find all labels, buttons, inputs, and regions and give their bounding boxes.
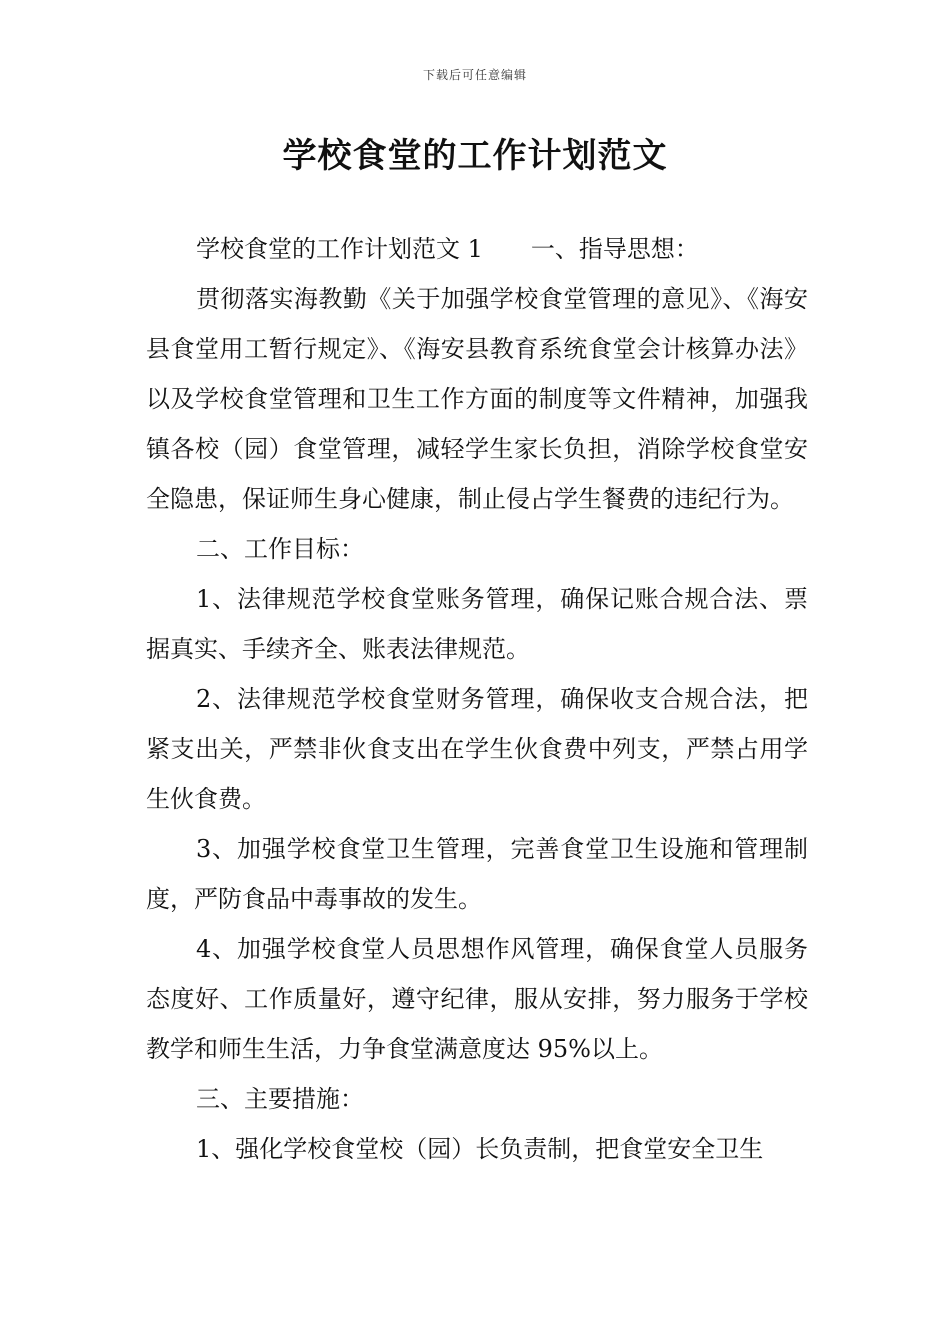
paragraph-guiding-ideology: 贯彻落实海教勤《关于加强学校食堂管理的意见》、《海安县食堂用工暂行规定》、《海安县教育系统食堂会计核算办法》以及学校食堂管理和卫生工作方面的制度等文件精神，加强我镇各校（园）食堂管理，减轻学生家长负担，消除学校食堂安全隐患，保证师生身心健康，制止侵占学生餐费的违纪行为。 [146,285,808,513]
header-note: 下载后可任意编辑 [422,68,527,82]
measure-item-1: 1、强化学校食堂校（园）长负责制，把食堂安全卫生 [196,1135,764,1163]
goal-item-4: 4、加强学校食堂人员思想作风管理，确保食堂人员服务态度好、工作质量好，遵守纪律，服从安排，努力服务于学校教学和师生生活，力争食堂满意度达 95%以上。 [146,935,808,1063]
section-heading-main-measures: 三、主要措施： [196,1085,364,1113]
intro-heading: 学校食堂的工作计划范文 1 [196,235,483,263]
goal-item-2: 2、法律规范学校食堂财务管理，确保收支合规合法，把紧支出关，严禁非伙食支出在学生伙食费中列支，严禁占用学生伙食费。 [146,685,808,813]
goal-item-1: 1、法律规范学校食堂账务管理，确保记账合规合法、票据真实、手续齐全、账表法律规范。 [146,585,808,663]
document-body [146,224,808,1174]
intro-line [146,224,808,274]
document-title: 学校食堂的工作计划范文 [282,136,668,176]
section-heading-work-goals: 二、工作目标： [196,535,364,563]
goal-item-3: 3、加强学校食堂卫生管理，完善食堂卫生设施和管理制度，严防食品中毒事故的发生。 [146,835,808,913]
section-heading-guiding-ideology: 一、指导思想： [530,235,699,263]
